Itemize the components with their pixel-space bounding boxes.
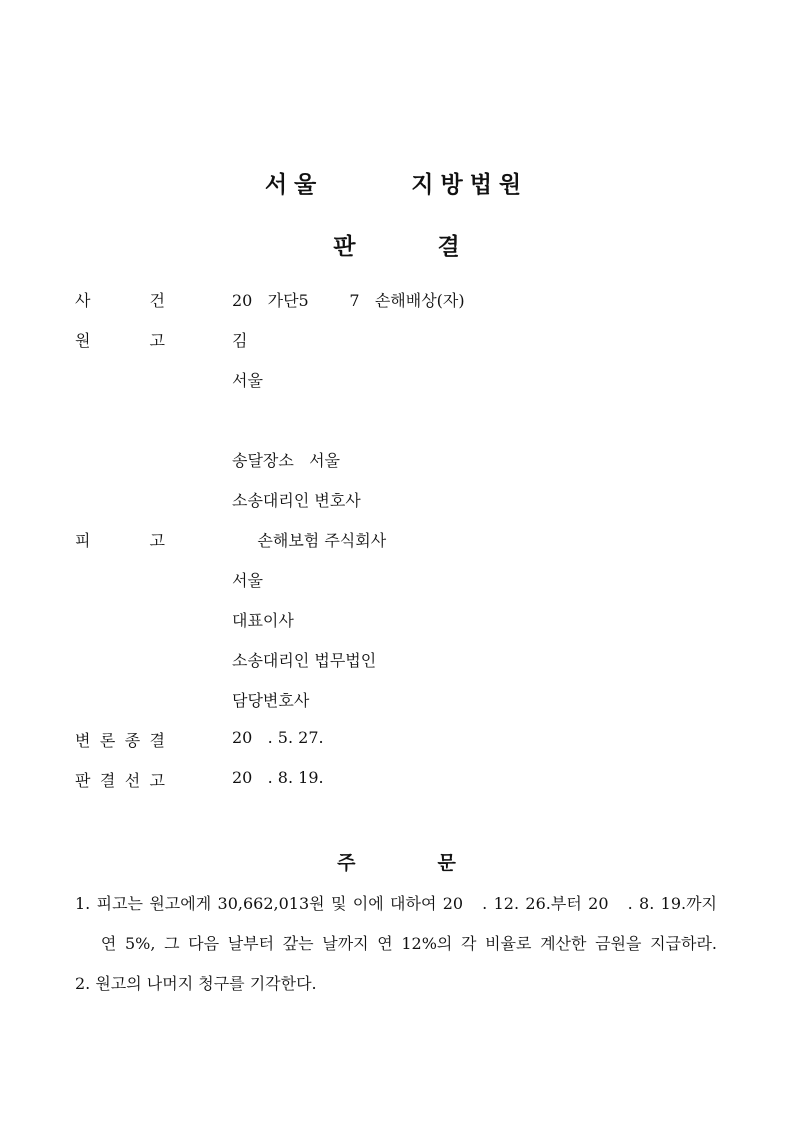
hearing-closed-date: 20 . 5. 27. — [232, 728, 324, 747]
defendant-attorney: 담당변호사 — [232, 691, 310, 710]
court-name-part2: 지방법원 — [411, 172, 529, 198]
hearing-closed-label: 변 론 종 결 — [75, 731, 165, 750]
defendant-address: 서울 — [232, 571, 263, 590]
document-title-part1: 판 — [333, 234, 356, 260]
plaintiff-attorney: 소송대리인 변호사 — [232, 491, 361, 510]
order-title-part1: 주 — [337, 852, 356, 874]
defendant-label: 피 고 — [75, 531, 165, 550]
order-title — [0, 848, 793, 875]
court-name — [0, 166, 793, 199]
judgment-date-label: 판 결 선 고 — [75, 771, 165, 790]
plaintiff-name: 김 — [232, 331, 248, 350]
defendant-name: 손해보험 주식회사 — [232, 531, 387, 550]
defendant-law-firm: 소송대리인 법무법인 — [232, 651, 377, 670]
case-value: 20 가단5 7 손해배상(자) — [232, 291, 465, 310]
order-title-part2: 문 — [437, 852, 456, 874]
plaintiff-address: 서울 — [232, 371, 263, 390]
court-name-part1: 서울 — [264, 172, 324, 198]
document-title — [0, 228, 793, 261]
defendant-ceo: 대표이사 — [232, 611, 294, 630]
case-label: 사 건 — [75, 291, 165, 310]
order-item-1: 1. 피고는 원고에게 30,662,013원 및 이에 대하여 20 . 12. 26.부터 20 . 8. 19.까지 — [75, 894, 717, 913]
plaintiff-label: 원 고 — [75, 331, 165, 350]
document-title-part2: 결 — [437, 234, 460, 260]
order-item-2: 2. 원고의 나머지 청구를 기각한다. — [75, 974, 317, 993]
plaintiff-service-address: 송달장소 서울 — [232, 451, 340, 470]
judgment-date: 20 . 8. 19. — [232, 768, 324, 787]
order-item-1-cont: 연 5%, 그 다음 날부터 갚는 날까지 연 12%의 각 비율로 계산한 금원을 지급하라. — [75, 934, 717, 953]
